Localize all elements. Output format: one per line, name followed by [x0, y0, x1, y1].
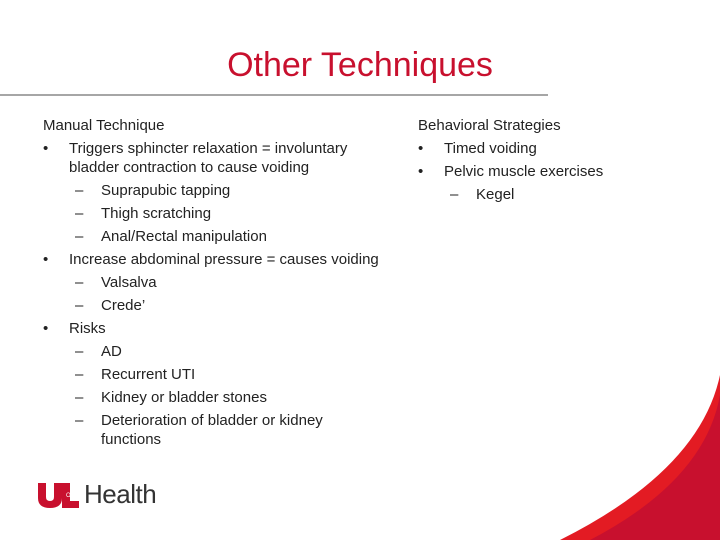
bullet-list	[43, 139, 383, 449]
column-heading: Behavioral Strategies	[418, 117, 561, 134]
bullet-item	[418, 162, 698, 181]
sub-bullet-item	[43, 296, 383, 315]
sub-bullet-marker: –	[75, 389, 84, 406]
sub-bullet-text: Kegel	[476, 186, 515, 203]
bullet-item	[43, 250, 383, 269]
bullet-text: Timed voiding	[444, 140, 537, 157]
bullet-text: Increase abdominal pressure = causes voiding	[69, 251, 379, 268]
sub-bullet-text: Thigh scratching	[101, 205, 212, 222]
sub-bullet-item	[43, 388, 383, 407]
sub-bullet-text: Deterioration of bladder or kidney functions	[101, 412, 323, 448]
bullet-item	[43, 139, 383, 177]
sub-bullet-text: Crede’	[101, 297, 146, 314]
slide-title: Other Techniques	[227, 46, 493, 84]
behavioral-strategies-column	[418, 116, 698, 204]
bullet-text: Triggers sphincter relaxation = involuntary bladder contraction to cause voiding	[69, 140, 348, 176]
sub-bullet-marker: –	[75, 297, 84, 314]
sub-bullet-item	[43, 181, 383, 200]
sub-bullet-marker: –	[75, 274, 84, 291]
sub-bullet-text: Anal/Rectal manipulation	[101, 228, 267, 245]
logo-badge: OF	[66, 493, 75, 499]
sub-bullet-marker: –	[75, 205, 84, 222]
sub-bullet-item	[418, 185, 698, 204]
sub-bullet-item	[43, 204, 383, 223]
bullet-text: Pelvic muscle exercises	[444, 163, 604, 180]
bullet-item	[43, 319, 383, 338]
bullet-item	[418, 139, 698, 158]
sub-bullet-text: AD	[101, 343, 122, 360]
column-heading: Manual Technique	[43, 117, 165, 134]
sub-bullet-marker: –	[75, 412, 84, 429]
sub-bullet-marker: –	[450, 186, 459, 203]
sub-bullet-marker: –	[75, 228, 84, 245]
ul-health-logo	[36, 478, 156, 510]
sub-bullet-item	[43, 273, 383, 292]
sub-bullet-text: Valsalva	[101, 274, 157, 291]
bullet-marker: •	[43, 320, 49, 337]
sub-bullet-text: Kidney or bladder stones	[101, 389, 267, 406]
sub-bullet-item	[43, 365, 383, 384]
sub-bullet-item	[43, 411, 383, 449]
manual-technique-column	[43, 116, 383, 449]
logo-wordmark: Health	[84, 478, 157, 509]
bullet-marker: •	[43, 140, 49, 157]
bullet-list	[418, 139, 698, 204]
title-divider	[0, 94, 548, 96]
sub-bullet-item	[43, 227, 383, 246]
sub-bullet-item	[43, 342, 383, 361]
ul-logo-icon	[36, 479, 80, 509]
sub-bullet-marker: –	[75, 343, 84, 360]
bullet-marker: •	[418, 163, 424, 180]
bullet-marker: •	[418, 140, 424, 157]
sub-bullet-marker: –	[75, 182, 84, 199]
bullet-marker: •	[43, 251, 49, 268]
sub-bullet-marker: –	[75, 366, 84, 383]
sub-bullet-text: Suprapubic tapping	[101, 182, 231, 199]
sub-bullet-text: Recurrent UTI	[101, 366, 196, 383]
bullet-text: Risks	[69, 320, 106, 337]
